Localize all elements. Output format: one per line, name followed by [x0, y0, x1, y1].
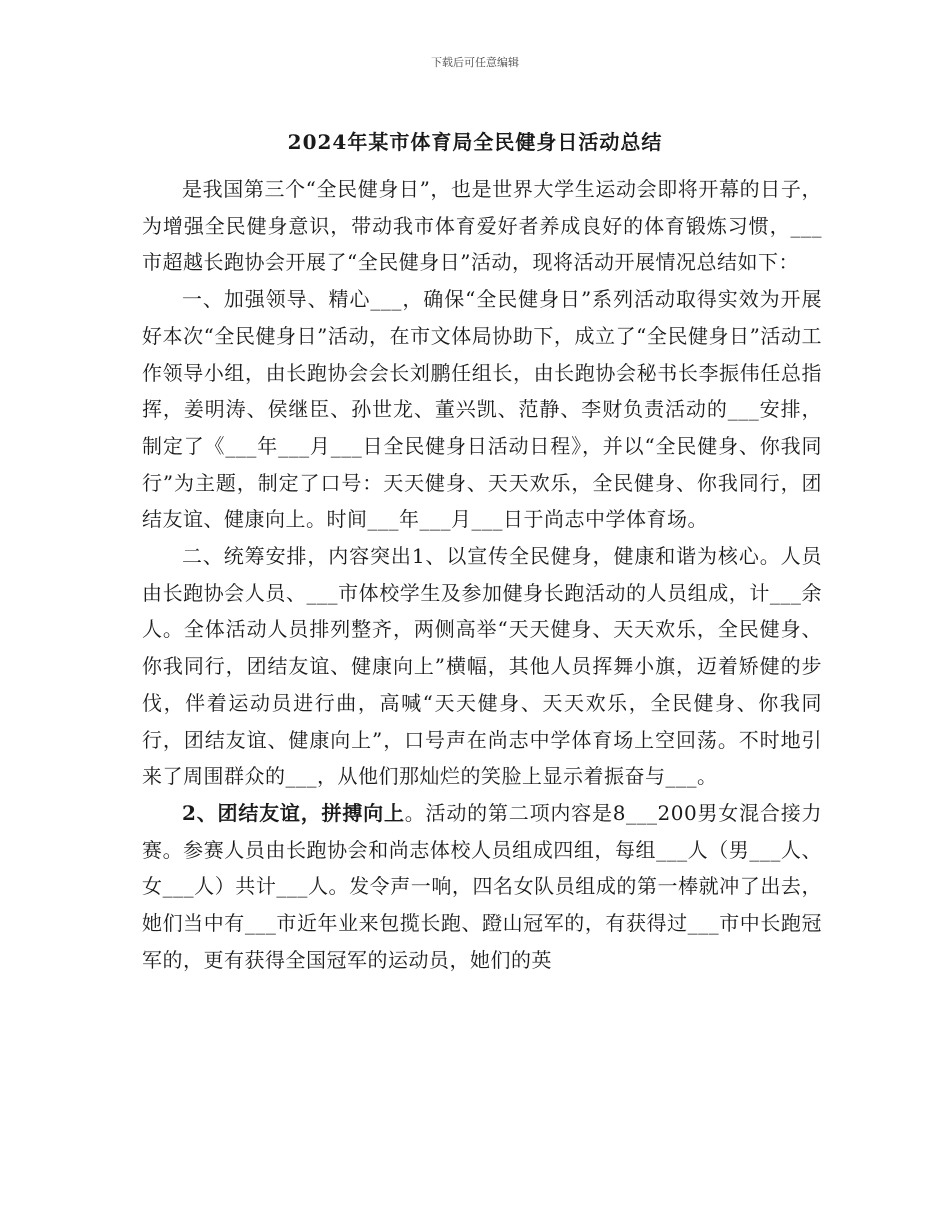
paragraph-relay [142, 795, 822, 979]
paragraph-section-two: 二、统筹安排，内容突出1、以宣传全民健身，健康和谐为核心。人员由长跑协会人员、___市体校学生及参加健身长跑活动的人员组成，计___余人。全体活动人员排列整齐，两侧高举“天天健身、天天欢乐，全民健身、你我同行，团结友谊、健康向上”横幅，其他人员挥舞小旗，迈着矫健的步伐，伴着运动员进行曲，高喊“天天健身、天天欢乐，全民健身、你我同行，团结友谊、健康向上”，口号声在尚志中学体育场上空回荡。不时地引来了周围群众的___，从他们那灿烂的笑脸上显示着振奋与___。 [142, 544, 822, 789]
paragraph-section-one: 一、加强领导、精心___，确保“全民健身日”系列活动取得实效为开展好本次“全民健身日”活动，在市文体局协助下，成立了“全民健身日”活动工作领导小组，由长跑协会会长刘鹏任组长，由长跑协会秘书长李振伟任总指挥，姜明涛、侯继臣、孙世龙、董兴凯、范静、李财负责活动的___安排，制定了《___年___月___日全民健身日活动日程》，并以“全民健身、你我同行”为主题，制定了口号：天天健身、天天欢乐，全民健身、你我同行，团结友谊、健康向上。时间___年___月___日于尚志中学体育场。 [142, 287, 822, 532]
paragraph-relay-text: 。活动的第二项内容是8___200男女混合接力赛。参赛人员由长跑协会和尚志体校人员组成四组，每组___人（男___人、女___人）共计___人。发令声一响，四名女队员组成的第一棒就冲了出去，她们当中有___市近年业来包揽长跑、蹬山冠军的，有获得过___市中长跑冠军的，更有获得全国冠军的运动员，她们的英 [142, 800, 822, 972]
paragraph-relay-lead: 2、团结友谊，拼搏向上 [182, 800, 405, 825]
document-title: 2024年某市体育局全民健身日活动总结 [287, 130, 663, 154]
document-body [142, 171, 822, 978]
paragraph-intro: 是我国第三个“全民健身日”，也是世界大学生运动会即将开幕的日子，为增强全民健身意识，带动我市体育爱好者养成良好的体育锻炼习惯，___市超越长跑协会开展了“全民健身日”活动，现将活动开展情况总结如下： [142, 177, 822, 275]
header-note: 下载后可任意编辑 [431, 56, 519, 69]
